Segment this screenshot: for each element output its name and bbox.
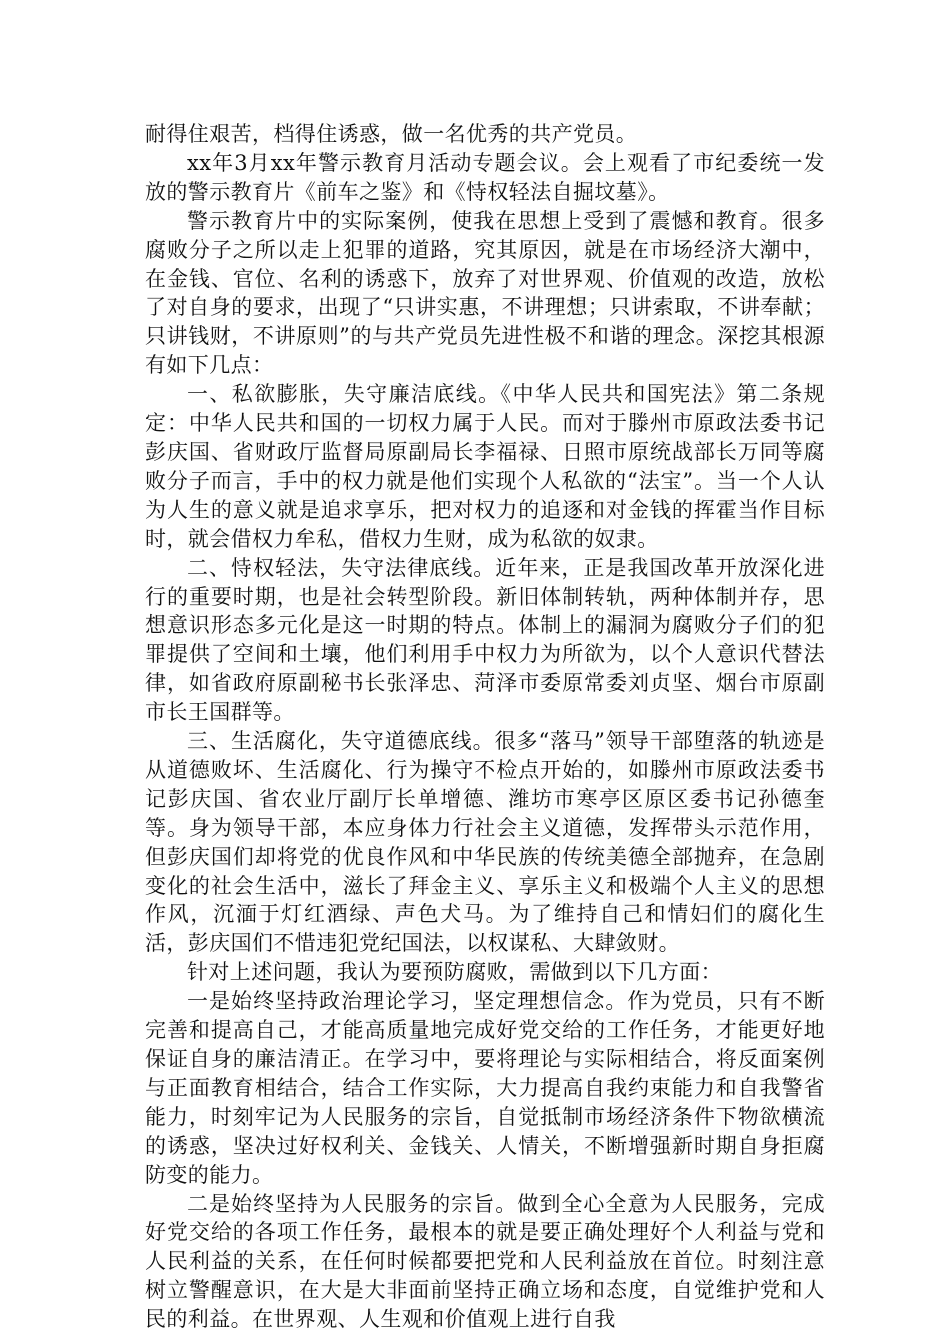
paragraph: 一、私欲膨胀，失守廉洁底线。《中华人民共和国宪法》第二条规定：中华人民共和国的一切权力属于人民。而对于滕州市原政法委书记彭庆国、省财政厅监督局原副局长李福禄、日照市原统战部长万同等腐败分子而言，手中的权力就是他们实现个人私欲的“法宝”。当一个人认为人生的意义就是追求享乐，把对权力的追逐和对金钱的挥霍当作目标时，就会借权力牟私，借权力生财，成为私欲的奴隶。 <box>145 382 825 551</box>
paragraph: 针对上述问题，我认为要预防腐败，需做到以下几方面： <box>187 960 722 985</box>
paragraph: 警示教育片中的实际案例，使我在思想上受到了震憾和教育。很多腐败分子之所以走上犯罪的道路，究其原因，就是在市场经济大潮中，在金钱、官位、名利的诱惑下，放弃了对世界观、价值观的改造，放松了对自身的要求，出现了“只讲实惠，不讲理想；只讲索取，不讲奉献；只讲钱财，不讲原则”的与共产党员先进性极不和谐的理念。深挖其根源有如下几点： <box>145 208 825 378</box>
paragraph: 二、恃权轻法，失守法律底线。近年来，正是我国改革开放深化进行的重要时期，也是社会转型阶段。新旧体制转轨，两种体制并存，思想意识形态多元化是这一时期的特点。体制上的漏洞为腐败分子们的犯罪提供了空间和土壤，他们利用手中权力为所欲为，以个人意识代替法律，如省政府原副秘书长张泽忠、菏泽市委原常委刘贞坚、烟台市原副市长王国群等。 <box>145 555 825 725</box>
paragraph: 三、生活腐化，失守道德底线。很多“落马”领导干部堕落的轨迹是从道德败坏、生活腐化、行为操守不检点开始的，如滕州市原政法委书记彭庆国、省农业厅副厅长单增德、潍坊市寒亭区原区委书记孙德奎等。身为领导干部，本应身体力行社会主义道德，发挥带头示范作用，但彭庆国们却将党的优良作风和中华民族的传统美德全部抛弃，在急剧变化的社会生活中，滋长了拜金主义、享乐主义和极端个人主义的思想作风，沉湎于灯红酒绿、声色犬马。为了维持自己和情妇们的腐化生活，彭庆国们不惜违犯党纪国法，以权谋私、大肆敛财。 <box>145 729 825 956</box>
paragraph: xx年3月xx年警示教育月活动专题会议。会上观看了市纪委统一发放的警示教育片《前车之鉴》和《恃权轻法自掘坟墓》。 <box>145 150 825 204</box>
paragraph: 二是始终坚持为人民服务的宗旨。做到全心全意为人民服务，完成好党交给的各项工作任务，最根本的就是要正确处理好个人利益与党和人民利益的关系，在任何时候都要把党和人民利益放在首位。时刻注意树立警醒意识，在大是大非面前坚持正确立场和态度，自觉维护党和人民的利益。在世界观、人生观和价值观上进行自我 <box>145 1191 825 1332</box>
paragraph: 一是始终坚持政治理论学习，坚定理想信念。作为党员，只有不断完善和提高自己，才能高质量地完成好党交给的工作任务，才能更好地保证自身的廉洁清正。在学习中，要将理论与实际相结合，将反面案例与正面教育相结合，结合工作实际，大力提高自我约束能力和自我警省能力，时刻牢记为人民服务的宗旨，自觉抵制市场经济条件下物欲横流的诱惑，坚决过好权利关、金钱关、人情关，不断增强新时期自身拒腐防变的能力。 <box>145 989 825 1187</box>
paragraph: 耐得住艰苦，档得住诱惑，做一名优秀的共产党员。 <box>145 122 638 146</box>
document-body <box>145 120 825 1334</box>
